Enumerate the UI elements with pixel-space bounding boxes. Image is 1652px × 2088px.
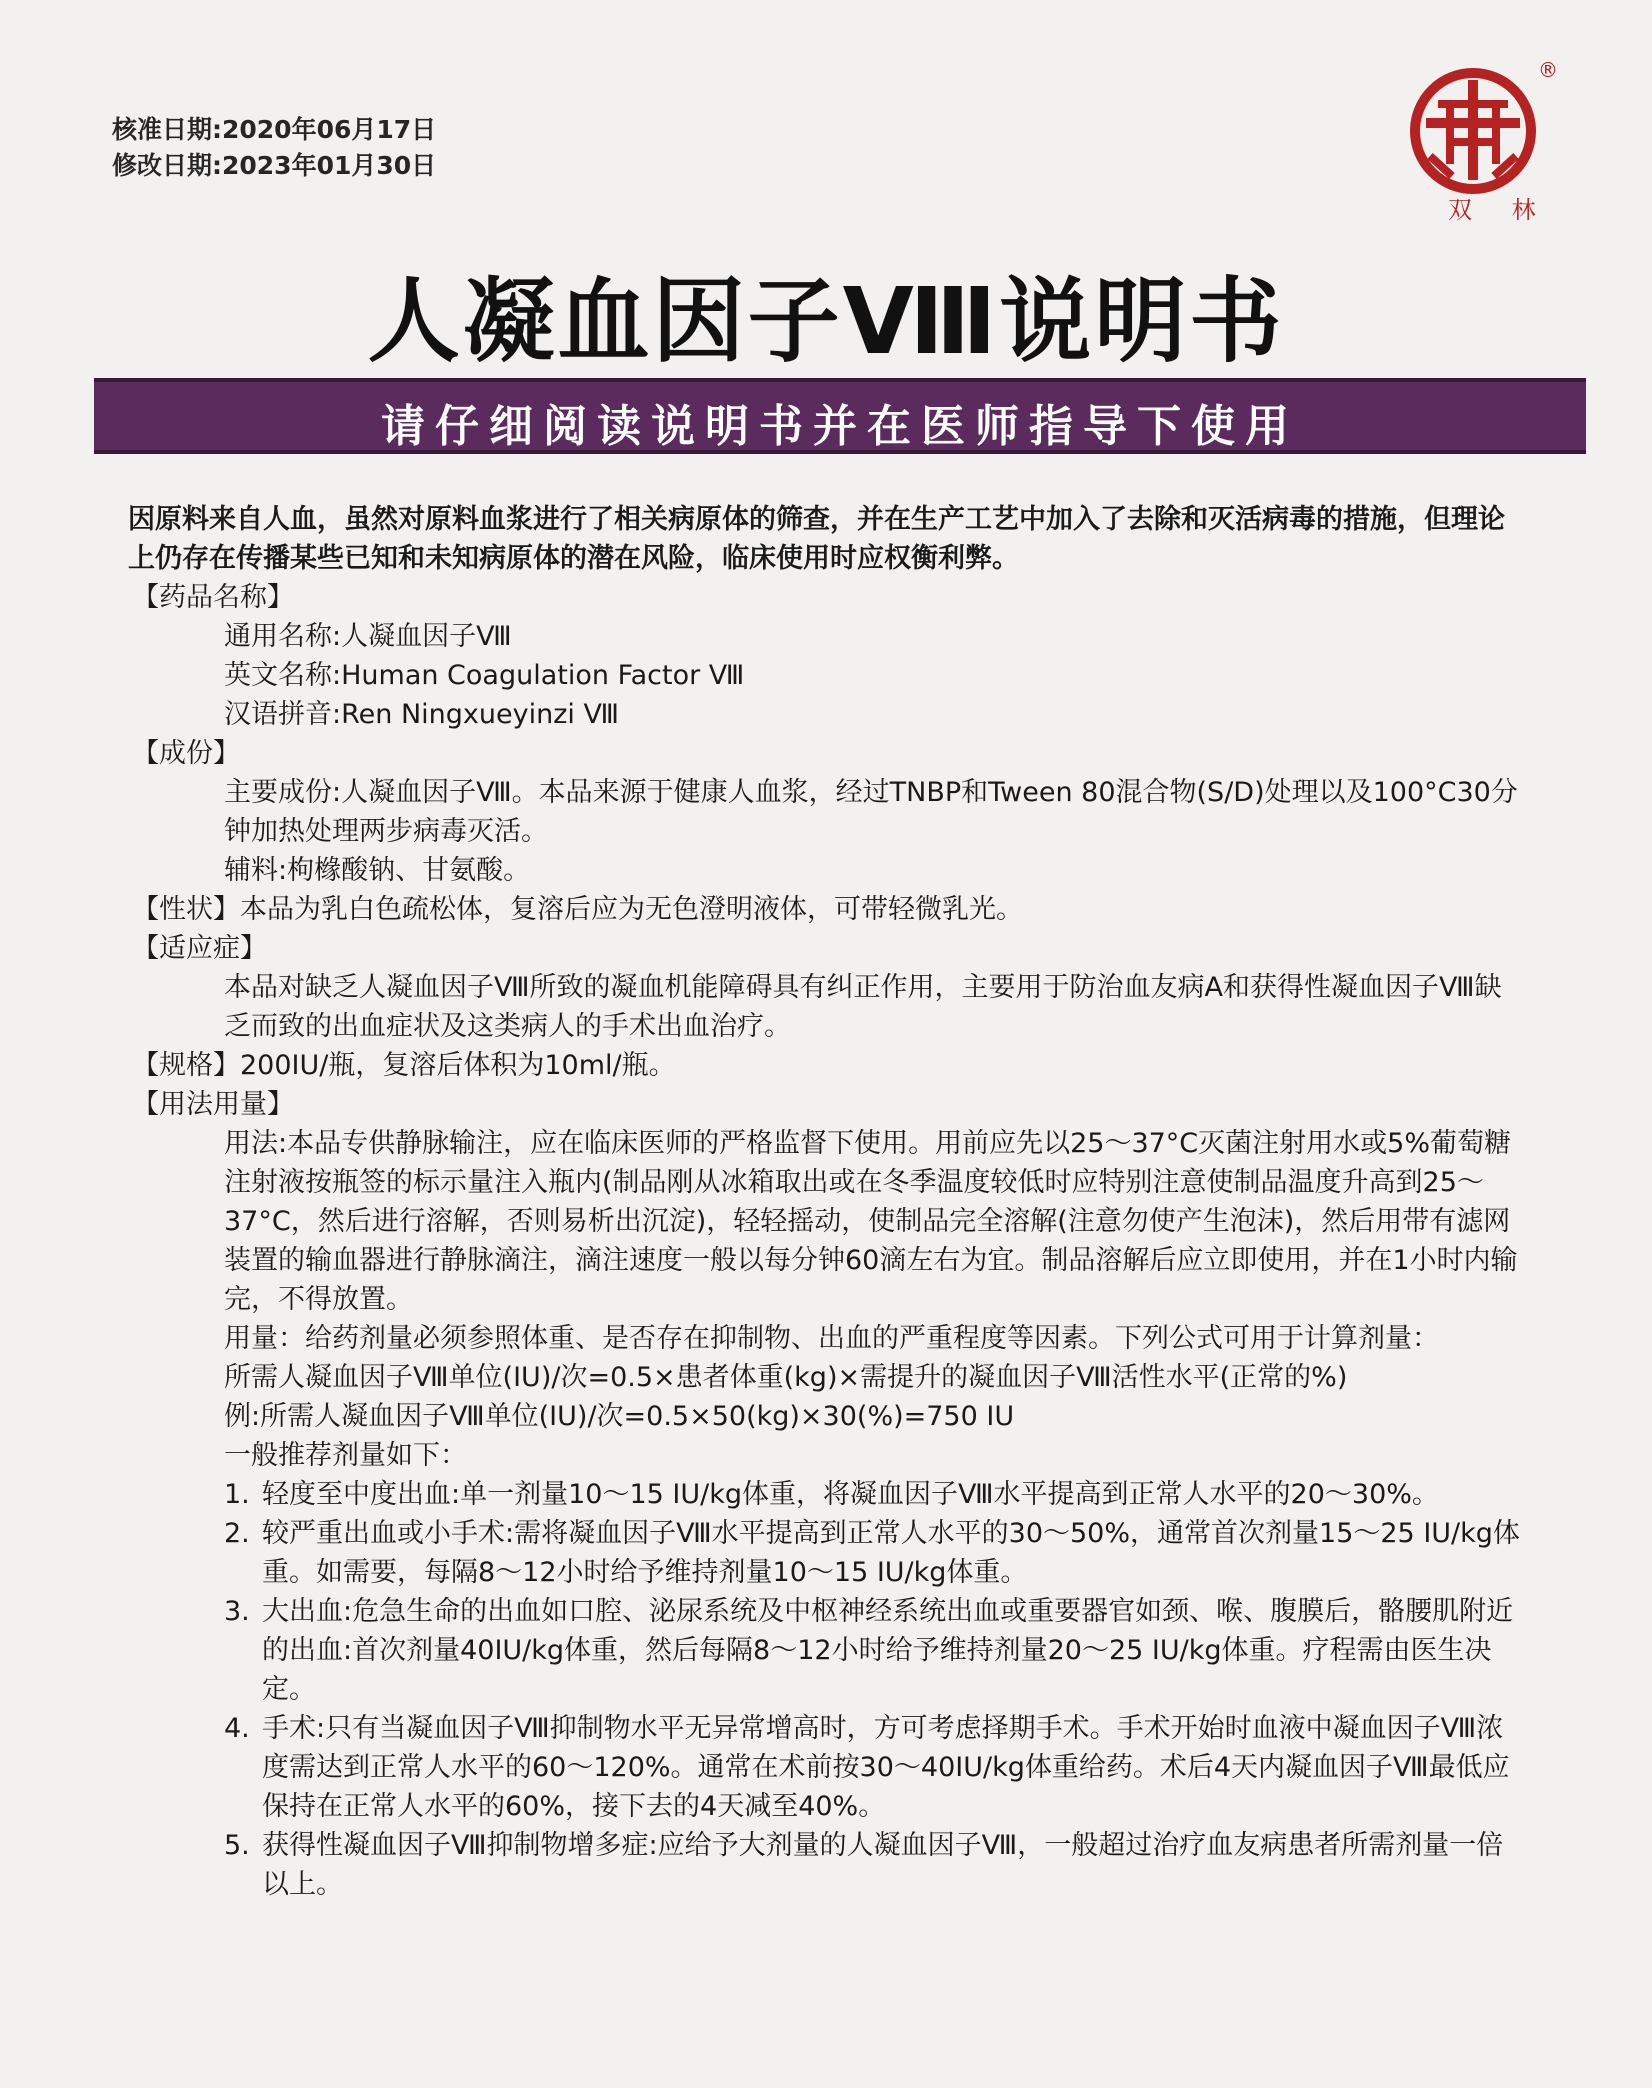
- dose-item: [128, 1709, 1528, 1826]
- brand-logo: [1408, 58, 1558, 228]
- dosage-text: 用量：给药剂量必须参照体重、是否存在抑制物、出血的严重程度等因素。下列公式可用于计算剂量：: [224, 1323, 1439, 1354]
- english-name: 英文名称:Human Coagulation Factor Ⅷ: [224, 660, 745, 691]
- section-heading-drug-name: 【药品名称】: [132, 582, 294, 613]
- specification-section: 【规格】200IU/瓶，复溶后体积为10ml/瓶。: [132, 1050, 676, 1081]
- dose-item-number: 5.: [224, 1830, 250, 1861]
- recommended-dose-intro: 一般推荐剂量如下：: [224, 1440, 467, 1471]
- pinyin-name: 汉语拼音:Ren Ningxueyinzi Ⅷ: [224, 699, 620, 730]
- dose-item-text: 较严重出血或小手术:需将凝血因子Ⅷ水平提高到正常人水平的30～50%，通常首次剂量15～25 IU/kg体重。如需要，每隔8～12小时给予维持剂量10～15 IU/kg体重。: [262, 1518, 1520, 1588]
- shuanglin-logo-icon: [1408, 66, 1538, 196]
- dose-item-number: 4.: [224, 1713, 250, 1744]
- leaflet-body: [128, 500, 1528, 1904]
- dose-example: 例:所需人凝血因子Ⅷ单位(IU)/次=0.5×50(kg)×30(%)=750 IU: [224, 1401, 1015, 1432]
- description-section: 【性状】本品为乳白色疏松体，复溶后应为无色澄明液体，可带轻微乳光。: [132, 894, 1023, 925]
- dose-item-text: 获得性凝血因子Ⅷ抑制物增多症:应给予大剂量的人凝血因子Ⅷ，一般超过治疗血友病患者所需剂量一倍以上。: [262, 1830, 1504, 1900]
- brand-name: 双 林: [1448, 196, 1552, 224]
- dose-item-text: 大出血:危急生命的出血如口腔、泌尿系统及中枢神经系统出血或重要器官如颈、喉、腹膜后，骼腰肌附近的出血:首次剂量40IU/kg体重，然后每隔8～12小时给予维持剂量20～25 IU/kg体重。疗程需由医生决定。: [262, 1596, 1514, 1705]
- document-title: 人凝血因子Ⅷ说明书: [367, 268, 1285, 375]
- banner-text: 请仔细阅读说明书并在医师指导下使用: [381, 401, 1299, 452]
- dose-item: [128, 1826, 1528, 1904]
- dose-item-number: 1.: [224, 1479, 250, 1510]
- dose-item-number: 3.: [224, 1596, 250, 1627]
- excipients: 辅料:枸橼酸钠、甘氨酸。: [224, 855, 531, 886]
- section-heading-dosage: 【用法用量】: [132, 1089, 294, 1120]
- dose-item: [128, 1592, 1528, 1709]
- dose-item-text: 手术:只有当凝血因子Ⅷ抑制物水平无异常增高时，方可考虑择期手术。手术开始时血液中凝血因子Ⅷ浓度需达到正常人水平的60～120%。通常在术前按30～40IU/kg体重给药。术后4天内凝血因子Ⅷ最低应保持在正常人水平的60%，接下去的4天减至40%。: [262, 1713, 1510, 1822]
- generic-name: 通用名称:人凝血因子Ⅷ: [224, 621, 512, 652]
- revision-date: 修改日期:2023年01月30日: [112, 151, 437, 180]
- section-heading-indications: 【适应症】: [132, 933, 267, 964]
- risk-warning: 因原料来自人血，虽然对原料血浆进行了相关病原体的筛查，并在生产工艺中加入了去除和灭活病毒的措施，但理论上仍存在传播某些已知和未知病原体的潜在风险，临床使用时应权衡利弊。: [128, 504, 1505, 574]
- registered-mark-icon: ®: [1538, 58, 1558, 82]
- approval-date: 核准日期:2020年06月17日: [112, 115, 437, 144]
- indications-text: 本品对缺乏人凝血因子Ⅷ所致的凝血机能障碍具有纠正作用，主要用于防治血友病A和获得性凝血因子Ⅷ缺乏而致的出血症状及这类病人的手术出血治疗。: [224, 972, 1502, 1042]
- main-ingredient: 主要成份:人凝血因子Ⅷ。本品来源于健康人血浆，经过TNBP和Tween 80混合物(S/D)处理以及100°C30分钟加热处理两步病毒灭活。: [224, 777, 1518, 847]
- dose-item-number: 2.: [224, 1518, 250, 1549]
- dose-formula: 所需人凝血因子Ⅷ单位(IU)/次=0.5×患者体重(kg)×需提升的凝血因子Ⅷ活性水平(正常的%): [224, 1362, 1348, 1393]
- instruction-banner: [94, 378, 1586, 454]
- dose-item: [128, 1514, 1528, 1592]
- dose-item-text: 轻度至中度出血:单一剂量10～15 IU/kg体重，将凝血因子Ⅷ水平提高到正常人水平的20～30%。: [262, 1479, 1439, 1510]
- dose-item: [128, 1475, 1528, 1514]
- date-block: [112, 112, 436, 184]
- section-heading-composition: 【成份】: [132, 738, 240, 769]
- usage-text: 用法:本品专供静脉输注，应在临床医师的严格监督下使用。用前应先以25～37°C灭菌注射用水或5%葡萄糖注射液按瓶签的标示量注入瓶内(制品刚从冰箱取出或在冬季温度较低时应特别注意使制品温度升高到25～37°C，然后进行溶解，否则易析出沉淀)，轻轻摇动，使制品完全溶解(注意勿使产生泡沫)，然后用带有滤网装置的输血器进行静脉滴注，滴注速度一般以每分钟60滴左右为宜。制品溶解后应立即使用，并在1小时内输完，不得放置。: [224, 1128, 1518, 1315]
